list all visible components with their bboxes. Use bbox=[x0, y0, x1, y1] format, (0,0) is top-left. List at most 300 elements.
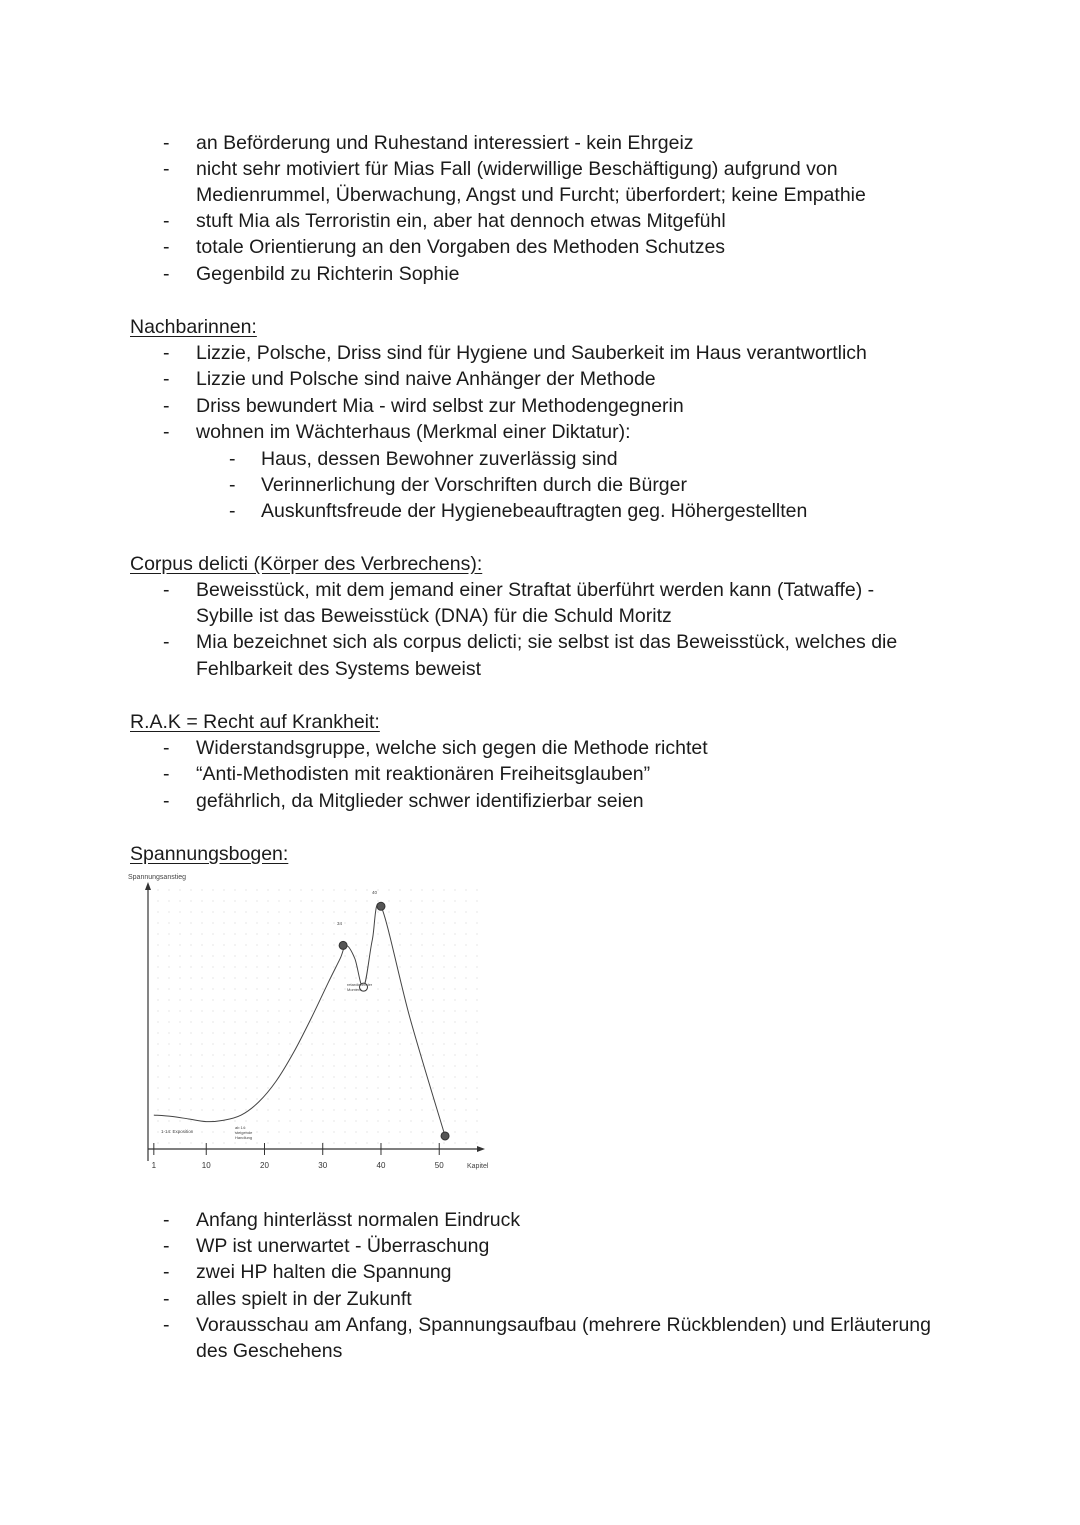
grid-dot bbox=[344, 1109, 345, 1110]
annotation-retardierender-moment: retardierender Moment bbox=[347, 982, 373, 992]
grid-dot bbox=[454, 1021, 455, 1022]
grid-dot bbox=[355, 889, 356, 890]
grid-dot bbox=[377, 922, 378, 923]
grid-dot bbox=[245, 889, 246, 890]
grid-dot bbox=[443, 889, 444, 890]
grid-dot bbox=[322, 1131, 323, 1132]
grid-dot bbox=[157, 900, 158, 901]
grid-dot bbox=[190, 988, 191, 989]
list-item-continuation: des Geschehens bbox=[196, 1340, 343, 1362]
grid-dot bbox=[465, 1109, 466, 1110]
grid-dot bbox=[366, 1142, 367, 1143]
x-tick-label: 20 bbox=[260, 1161, 269, 1170]
grid-dot bbox=[344, 900, 345, 901]
grid-dot bbox=[421, 1043, 422, 1044]
grid-dot bbox=[223, 1098, 224, 1099]
grid-dot bbox=[212, 999, 213, 1000]
grid-dot bbox=[322, 999, 323, 1000]
grid-dot bbox=[168, 889, 169, 890]
grid-dot bbox=[223, 966, 224, 967]
bullet-dash: - bbox=[163, 132, 170, 154]
grid-dot bbox=[333, 1098, 334, 1099]
grid-dot bbox=[256, 900, 257, 901]
grid-dot bbox=[157, 1087, 158, 1088]
grid-dot bbox=[267, 900, 268, 901]
grid-dot bbox=[157, 1065, 158, 1066]
grid-dot bbox=[289, 1065, 290, 1066]
grid-dot bbox=[168, 911, 169, 912]
grid-dot bbox=[377, 1043, 378, 1044]
bullet-dash: - bbox=[163, 763, 170, 785]
grid-dot bbox=[432, 922, 433, 923]
grid-dot bbox=[443, 1098, 444, 1099]
grid-dot bbox=[201, 1032, 202, 1033]
grid-dot bbox=[278, 889, 279, 890]
grid-dot bbox=[311, 1010, 312, 1011]
grid-dot bbox=[333, 1142, 334, 1143]
grid-dot bbox=[476, 911, 477, 912]
bullet-dash: - bbox=[163, 737, 170, 759]
grid-dot bbox=[421, 977, 422, 978]
grid-dot bbox=[179, 1087, 180, 1088]
grid-dot bbox=[333, 944, 334, 945]
grid-dot bbox=[234, 999, 235, 1000]
annotation-steigende-handlung: ab 14: steigende Handlung bbox=[235, 1125, 253, 1140]
grid-dot bbox=[344, 999, 345, 1000]
grid-dot bbox=[223, 1087, 224, 1088]
grid-dot bbox=[333, 1120, 334, 1121]
x-tick-label: 10 bbox=[201, 1161, 211, 1170]
grid-dot bbox=[344, 922, 345, 923]
grid-dot bbox=[168, 1142, 169, 1143]
grid-dot bbox=[179, 988, 180, 989]
grid-dot bbox=[212, 1054, 213, 1055]
bullet-dash: - bbox=[163, 579, 170, 601]
grid-dot bbox=[157, 955, 158, 956]
grid-dot bbox=[168, 1087, 169, 1088]
grid-dot bbox=[322, 988, 323, 989]
grid-dot bbox=[399, 988, 400, 989]
grid-dot bbox=[157, 966, 158, 967]
grid-dot bbox=[377, 1142, 378, 1143]
grid-dot bbox=[333, 1087, 334, 1088]
grid-dot bbox=[399, 911, 400, 912]
grid-dot bbox=[190, 999, 191, 1000]
grid-dot bbox=[443, 911, 444, 912]
grid-dot bbox=[377, 1098, 378, 1099]
grid-dot bbox=[366, 999, 367, 1000]
grid-dot bbox=[377, 900, 378, 901]
grid-dot bbox=[179, 1021, 180, 1022]
grid-dot bbox=[366, 944, 367, 945]
grid-dot bbox=[157, 1120, 158, 1121]
grid-dot bbox=[344, 911, 345, 912]
grid-dot bbox=[421, 922, 422, 923]
grid-dot bbox=[421, 1087, 422, 1088]
chart-axes bbox=[145, 882, 485, 1161]
grid-dot bbox=[300, 1065, 301, 1066]
grid-dot bbox=[267, 1109, 268, 1110]
grid-dot bbox=[212, 889, 213, 890]
grid-dot bbox=[322, 1043, 323, 1044]
grid-dot bbox=[201, 988, 202, 989]
grid-dot bbox=[366, 1076, 367, 1077]
grid-dot bbox=[476, 1098, 477, 1099]
grid-dot bbox=[476, 966, 477, 967]
grid-dot bbox=[256, 922, 257, 923]
section-heading-rak: R.A.K = Recht auf Krankheit: bbox=[130, 711, 380, 733]
grid-dot bbox=[333, 933, 334, 934]
grid-dot bbox=[201, 944, 202, 945]
grid-dot bbox=[245, 1021, 246, 1022]
grid-dot bbox=[421, 944, 422, 945]
grid-dot bbox=[311, 1087, 312, 1088]
grid-dot bbox=[443, 944, 444, 945]
grid-dot bbox=[289, 1054, 290, 1055]
grid-dot bbox=[278, 1087, 279, 1088]
grid-dot bbox=[267, 1054, 268, 1055]
grid-dot bbox=[223, 955, 224, 956]
grid-dot bbox=[399, 889, 400, 890]
grid-dot bbox=[311, 900, 312, 901]
grid-dot bbox=[344, 977, 345, 978]
grid-dot bbox=[300, 944, 301, 945]
grid-dot bbox=[300, 1087, 301, 1088]
grid-dot bbox=[168, 977, 169, 978]
grid-dot bbox=[278, 1054, 279, 1055]
grid-dot bbox=[432, 999, 433, 1000]
grid-dot bbox=[432, 944, 433, 945]
grid-dot bbox=[223, 1043, 224, 1044]
grid-dot bbox=[256, 1120, 257, 1121]
grid-dot bbox=[157, 1131, 158, 1132]
grid-dot bbox=[344, 1098, 345, 1099]
grid-dot bbox=[476, 1087, 477, 1088]
grid-dot bbox=[212, 977, 213, 978]
grid-dot bbox=[410, 999, 411, 1000]
grid-dot bbox=[234, 1054, 235, 1055]
grid-dot bbox=[234, 1010, 235, 1011]
grid-dot bbox=[454, 988, 455, 989]
bullet-dash: - bbox=[163, 790, 170, 812]
grid-dot bbox=[289, 966, 290, 967]
grid-dot bbox=[465, 1043, 466, 1044]
grid-dot bbox=[476, 1054, 477, 1055]
list-item: Anfang hinterlässt normalen Eindruck bbox=[196, 1209, 521, 1231]
grid-dot bbox=[476, 944, 477, 945]
grid-dot bbox=[322, 911, 323, 912]
grid-dot bbox=[201, 889, 202, 890]
grid-dot bbox=[300, 977, 301, 978]
grid-dot bbox=[421, 1054, 422, 1055]
grid-dot bbox=[223, 1032, 224, 1033]
grid-dot bbox=[201, 999, 202, 1000]
grid-dot bbox=[432, 1142, 433, 1143]
grid-dot bbox=[201, 1054, 202, 1055]
chart-markers bbox=[339, 902, 449, 1140]
grid-dot bbox=[333, 988, 334, 989]
grid-dot bbox=[256, 889, 257, 890]
annotation-40: 40 bbox=[372, 890, 378, 895]
grid-dot bbox=[157, 889, 158, 890]
grid-dot bbox=[366, 922, 367, 923]
grid-dot bbox=[388, 944, 389, 945]
grid-dot bbox=[454, 889, 455, 890]
grid-dot bbox=[410, 911, 411, 912]
grid-dot bbox=[311, 955, 312, 956]
grid-dot bbox=[245, 944, 246, 945]
grid-dot bbox=[289, 1109, 290, 1110]
grid-dot bbox=[322, 966, 323, 967]
grid-dot bbox=[377, 966, 378, 967]
grid-dot bbox=[157, 988, 158, 989]
grid-dot bbox=[355, 1120, 356, 1121]
grid-dot bbox=[179, 889, 180, 890]
grid-dot bbox=[410, 1076, 411, 1077]
grid-dot bbox=[333, 977, 334, 978]
grid-dot bbox=[388, 1098, 389, 1099]
grid-dot bbox=[179, 1043, 180, 1044]
grid-dot bbox=[267, 944, 268, 945]
grid-dot bbox=[465, 966, 466, 967]
grid-dot bbox=[399, 1131, 400, 1132]
grid-dot bbox=[168, 1010, 169, 1011]
grid-dot bbox=[333, 1109, 334, 1110]
grid-dot bbox=[454, 922, 455, 923]
grid-dot bbox=[267, 1142, 268, 1143]
grid-dot bbox=[421, 1109, 422, 1110]
spannungsbogen-chart bbox=[125, 868, 505, 1178]
grid-dot bbox=[476, 1109, 477, 1110]
grid-dot bbox=[300, 966, 301, 967]
grid-dot bbox=[465, 1120, 466, 1121]
grid-dot bbox=[190, 1076, 191, 1077]
grid-dot bbox=[289, 1021, 290, 1022]
grid-dot bbox=[179, 1109, 180, 1110]
grid-dot bbox=[443, 1054, 444, 1055]
grid-dot bbox=[223, 1131, 224, 1132]
grid-dot bbox=[355, 1065, 356, 1066]
grid-dot bbox=[377, 955, 378, 956]
annotation-exposition: 1-14: Exposition bbox=[161, 1129, 194, 1134]
grid-dot bbox=[201, 1076, 202, 1077]
grid-dot bbox=[245, 999, 246, 1000]
grid-dot bbox=[399, 1087, 400, 1088]
grid-dot bbox=[311, 1032, 312, 1033]
grid-dot bbox=[300, 911, 301, 912]
grid-dot bbox=[256, 1043, 257, 1044]
grid-dot bbox=[355, 1054, 356, 1055]
grid-dot bbox=[234, 966, 235, 967]
grid-dot bbox=[377, 1065, 378, 1066]
grid-dot bbox=[344, 988, 345, 989]
grid-dot bbox=[168, 988, 169, 989]
grid-dot bbox=[212, 1032, 213, 1033]
grid-dot bbox=[421, 1021, 422, 1022]
grid-dot bbox=[377, 1010, 378, 1011]
grid-dot bbox=[234, 988, 235, 989]
grid-dot bbox=[179, 966, 180, 967]
grid-dot bbox=[344, 889, 345, 890]
grid-dot bbox=[421, 1120, 422, 1121]
grid-dot bbox=[223, 944, 224, 945]
grid-dot bbox=[465, 911, 466, 912]
bullet-dash: - bbox=[163, 421, 170, 443]
grid-dot bbox=[300, 1120, 301, 1121]
grid-dot bbox=[300, 1021, 301, 1022]
grid-dot bbox=[476, 1010, 477, 1011]
grid-dot bbox=[421, 900, 422, 901]
grid-dot bbox=[432, 988, 433, 989]
grid-dot bbox=[355, 955, 356, 956]
grid-dot bbox=[322, 1076, 323, 1077]
grid-dot bbox=[311, 1054, 312, 1055]
grid-dot bbox=[421, 1065, 422, 1066]
grid-dot bbox=[190, 1010, 191, 1011]
grid-dot bbox=[223, 1142, 224, 1143]
list-item: Lizzie, Polsche, Driss sind für Hygiene und Sauberkeit im Haus verantwortlich bbox=[196, 342, 867, 364]
grid-dot bbox=[410, 1087, 411, 1088]
grid-dot bbox=[399, 1054, 400, 1055]
grid-dot bbox=[476, 1142, 477, 1143]
grid-dot bbox=[179, 999, 180, 1000]
grid-dot bbox=[333, 900, 334, 901]
grid-dot bbox=[179, 933, 180, 934]
grid-dot bbox=[256, 1065, 257, 1066]
grid-dot bbox=[278, 1021, 279, 1022]
grid-dot bbox=[190, 889, 191, 890]
grid-dot bbox=[212, 955, 213, 956]
grid-dot bbox=[399, 999, 400, 1000]
grid-dot bbox=[388, 1109, 389, 1110]
grid-dot bbox=[322, 1032, 323, 1033]
bullet-dash: - bbox=[163, 1209, 170, 1231]
grid-dot bbox=[201, 1142, 202, 1143]
grid-dot bbox=[432, 1065, 433, 1066]
grid-dot bbox=[399, 1120, 400, 1121]
grid-dot bbox=[377, 933, 378, 934]
grid-dot bbox=[289, 1076, 290, 1077]
grid-dot bbox=[245, 1076, 246, 1077]
grid-dot bbox=[476, 1032, 477, 1033]
grid-dot bbox=[179, 1054, 180, 1055]
grid-dot bbox=[201, 1043, 202, 1044]
grid-dot bbox=[421, 1098, 422, 1099]
grid-dot bbox=[212, 1010, 213, 1011]
grid-dot bbox=[377, 1032, 378, 1033]
grid-dot bbox=[245, 1120, 246, 1121]
grid-dot bbox=[245, 1142, 246, 1143]
grid-dot bbox=[157, 1021, 158, 1022]
grid-dot bbox=[322, 922, 323, 923]
grid-dot bbox=[476, 1043, 477, 1044]
grid-dot bbox=[344, 1032, 345, 1033]
grid-dot bbox=[443, 977, 444, 978]
grid-dot bbox=[201, 1065, 202, 1066]
grid-dot bbox=[157, 1032, 158, 1033]
grid-dot bbox=[443, 922, 444, 923]
grid-dot bbox=[465, 944, 466, 945]
bullet-dash: - bbox=[163, 1261, 170, 1283]
grid-dot bbox=[223, 1054, 224, 1055]
grid-dot bbox=[256, 1021, 257, 1022]
grid-dot bbox=[267, 955, 268, 956]
grid-dot bbox=[289, 1098, 290, 1099]
grid-dot bbox=[410, 1043, 411, 1044]
grid-dot bbox=[311, 988, 312, 989]
grid-dot bbox=[179, 955, 180, 956]
grid-dot bbox=[179, 1098, 180, 1099]
grid-dot bbox=[399, 966, 400, 967]
grid-dot bbox=[190, 955, 191, 956]
grid-dot bbox=[245, 966, 246, 967]
grid-dot bbox=[289, 1010, 290, 1011]
grid-dot bbox=[399, 933, 400, 934]
grid-dot bbox=[201, 911, 202, 912]
grid-dot bbox=[388, 911, 389, 912]
grid-dot bbox=[410, 889, 411, 890]
grid-dot bbox=[201, 966, 202, 967]
grid-dot bbox=[366, 1032, 367, 1033]
grid-dot bbox=[289, 1043, 290, 1044]
grid-dot bbox=[465, 1087, 466, 1088]
grid-dot bbox=[289, 1087, 290, 1088]
grid-dot bbox=[366, 1087, 367, 1088]
grid-dot bbox=[267, 933, 268, 934]
grid-dot bbox=[344, 1054, 345, 1055]
grid-dot bbox=[443, 1109, 444, 1110]
grid-dot bbox=[278, 933, 279, 934]
grid-dot bbox=[432, 966, 433, 967]
grid-dot bbox=[322, 977, 323, 978]
grid-dot bbox=[223, 900, 224, 901]
grid-dot bbox=[454, 1142, 455, 1143]
grid-dot bbox=[168, 1032, 169, 1033]
section-heading-corpus-delicti: Corpus delicti (Körper des Verbrechens): bbox=[130, 553, 483, 575]
list-item-continuation: Sybille ist das Beweisstück (DNA) für die Schuld Moritz bbox=[196, 605, 672, 627]
grid-dot bbox=[311, 999, 312, 1000]
grid-dot bbox=[333, 1043, 334, 1044]
grid-dot bbox=[454, 955, 455, 956]
grid-dot bbox=[399, 1098, 400, 1099]
grid-dot bbox=[245, 1032, 246, 1033]
grid-dot bbox=[454, 1131, 455, 1132]
list-item: Vorausschau am Anfang, Spannungsaufbau (mehrere Rückblenden) und Erläuterung bbox=[196, 1314, 931, 1336]
grid-dot bbox=[289, 1131, 290, 1132]
grid-dot bbox=[432, 1120, 433, 1121]
grid-dot bbox=[201, 955, 202, 956]
grid-dot bbox=[201, 1021, 202, 1022]
grid-dot bbox=[267, 922, 268, 923]
grid-dot bbox=[322, 1109, 323, 1110]
grid-dot bbox=[454, 977, 455, 978]
grid-dot bbox=[388, 977, 389, 978]
bullet-dash: - bbox=[163, 395, 170, 417]
grid-dot bbox=[432, 1010, 433, 1011]
grid-dot bbox=[267, 1098, 268, 1099]
list-item: wohnen im Wächterhaus (Merkmal einer Diktatur): bbox=[196, 421, 631, 443]
grid-dot bbox=[454, 1043, 455, 1044]
list-item: Beweisstück, mit dem jemand einer Straftat überführt werden kann (Tatwaffe) - bbox=[196, 579, 875, 601]
grid-dot bbox=[355, 911, 356, 912]
grid-dot bbox=[168, 1098, 169, 1099]
grid-dot bbox=[311, 1076, 312, 1077]
grid-dot bbox=[245, 1098, 246, 1099]
grid-dot bbox=[212, 944, 213, 945]
grid-dot bbox=[388, 1054, 389, 1055]
sub-bullet-dash: - bbox=[229, 448, 236, 470]
grid-dot bbox=[333, 1054, 334, 1055]
